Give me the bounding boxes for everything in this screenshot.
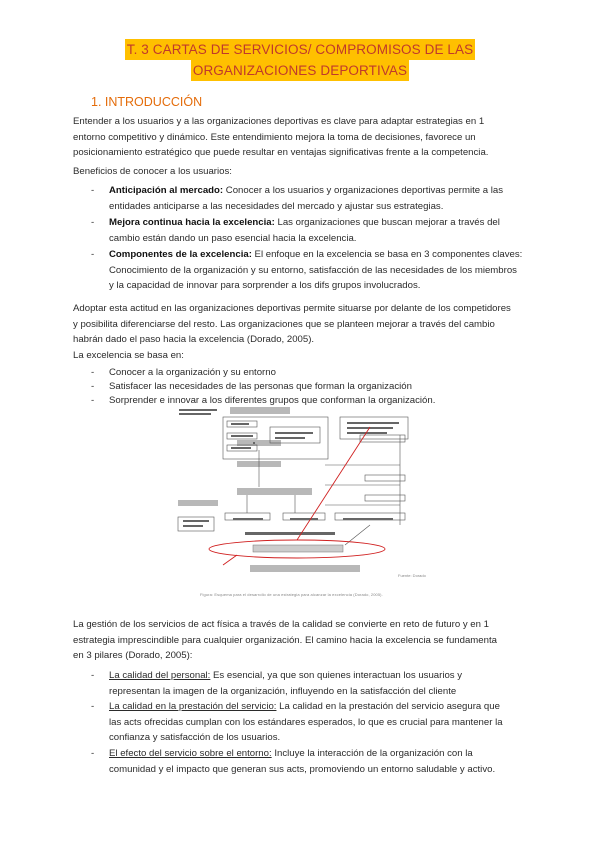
section-heading-introduccion: 1. INTRODUCCIÓN [91,95,203,109]
bullet-mark: - [91,701,95,712]
quality-line: en 3 pilares (Dorado, 2005): [73,650,193,661]
bullet-mark: - [91,217,95,228]
diagram-box [365,495,405,501]
figure-source: Fuente: Dorado [398,573,426,578]
adopt-line: habrán dado el paso hacia la excelencia (Dorado, 2005). [73,334,315,345]
benefit-term: Mejora continua hacia la excelencia: [109,217,275,228]
pillar-text: Es esencial, ya que son quienes interactuan los usuarios y [210,670,463,681]
document-title [0,39,600,81]
pillar-text: representan la imagen de la organización, influyendo en la satisfacción del cliente [109,685,457,697]
diagram-red-line [223,555,237,565]
adopt-line: y posibilita diferenciarse del resto. Las organizaciones que se planteen mejorar a través del cambio [73,318,495,330]
benefit-text: entidades anticiparse a las necesidades del mercado y ajustar sus estrategias. [109,200,444,212]
diagram-box [365,475,405,481]
bullet-mark: - [91,395,95,406]
benefit-text: cambio están dando un paso esencial hacia la excelencia. [109,232,357,244]
bullet-mark: - [91,185,95,196]
quality-line: La gestión de los servicios de act física a través de la calidad se convierte en reto de futuro y en 1 [73,619,489,630]
excellence-item: Satisfacer las necesidades de las personas que forman la organización [109,381,412,392]
diagram-red-line [297,427,370,540]
pillar-term: El efecto del servicio sobre el entorno: [109,748,272,759]
quality-paragraph [73,617,533,664]
benefit-item [109,183,529,214]
pillar-term: La calidad del personal: [109,670,211,681]
pillar-item [109,699,529,746]
adopt-line: Adoptar esta actitud en las organizaciones deportivas permite situarse por delante de los competidores [73,303,511,314]
benefit-text: Conocimiento de la organización y su entorno, satisfacción de las necesidades de los miembros [109,264,517,276]
benefit-item [109,247,529,294]
strategy-diagram [175,405,420,585]
pillar-text: comunidad y el impacto que generan sus acts, promoviendo un entorno saludable y activo. [109,763,496,775]
title-line-1: T. 3 CARTAS DE SERVICIOS/ COMPROMISOS DE LAS [125,39,475,60]
bullet-mark: - [91,249,95,260]
diagram-box-left [178,500,218,506]
benefit-text: y la capacidad de innovar para sorprender a los difs grupos involucrados. [109,280,421,291]
pillar-item [109,668,529,699]
figure-caption: Figura: Esquema para el desarrollo de una estrategia para alcanzar la excelencia (Dorado, 2005). [200,592,383,597]
adopt-line: La excelencia se basa en: [73,349,184,361]
benefit-term: Anticipación al mercado: [109,185,224,196]
diagram-box [178,517,214,531]
pillar-term: La calidad en la prestación del servicio: [109,701,277,712]
pillar-item [109,746,529,777]
pillar-text: confianza y satisfacción de los usuarios. [109,732,281,743]
diagram-box-planning [237,488,312,495]
adopt-paragraph [73,301,533,363]
pillar-text: La calidad en la prestación del servicio asegura que [276,701,500,712]
diagram-box [360,435,405,442]
intro-line: posicionamiento estratégico que puede resultar en ventajas significativas frente a la competencia. [73,147,489,158]
bullet-mark: - [91,748,95,759]
diagram-box-bottom [250,565,360,572]
intro-paragraph [73,114,533,161]
benefits-intro: Beneficios de conocer a los usuarios: [73,166,232,177]
excellence-item: Conocer a la organización y su entorno [109,367,276,378]
title-line-2: ORGANIZACIONES DEPORTIVAS [191,60,409,81]
pillar-text: Incluye la interacción de la organización con la [271,748,473,759]
benefit-text: Conocer a los usuarios y organizaciones deportivas permite a las [223,185,504,196]
benefit-term: Componentes de la excelencia: [109,249,252,260]
intro-line: entorno competitivo y dinámico. Este entendimiento mejora la toma de decisiones, favorece un [73,131,476,143]
bullet-mark: - [91,367,95,378]
quality-line: estrategia imprescindible para cualquier organización. El camino hacia la excelencia se fundamenta [73,634,497,646]
pillar-text: las acts ofrecidas cumplan con los estándares esperados, lo que es crucial para mantener la [109,716,503,728]
intro-line: Entender a los usuarios y a las organizaciones deportivas es clave para adaptar estrategias en 1 [73,116,485,127]
diagram-box-header [230,407,290,414]
benefit-text: El enfoque en la excelencia se basa en 3 componentes claves: [251,249,523,260]
benefit-item [109,215,529,246]
benefit-text: Las organizaciones que buscan mejorar a través del [274,217,500,228]
bullet-mark: - [91,381,95,392]
diagram-box-highlight [253,545,343,552]
excellence-item: Sorprender e innovar a los diferentes grupos que conforman la organización. [109,395,436,406]
diagram-text [245,532,335,535]
bullet-mark: - [91,670,95,681]
